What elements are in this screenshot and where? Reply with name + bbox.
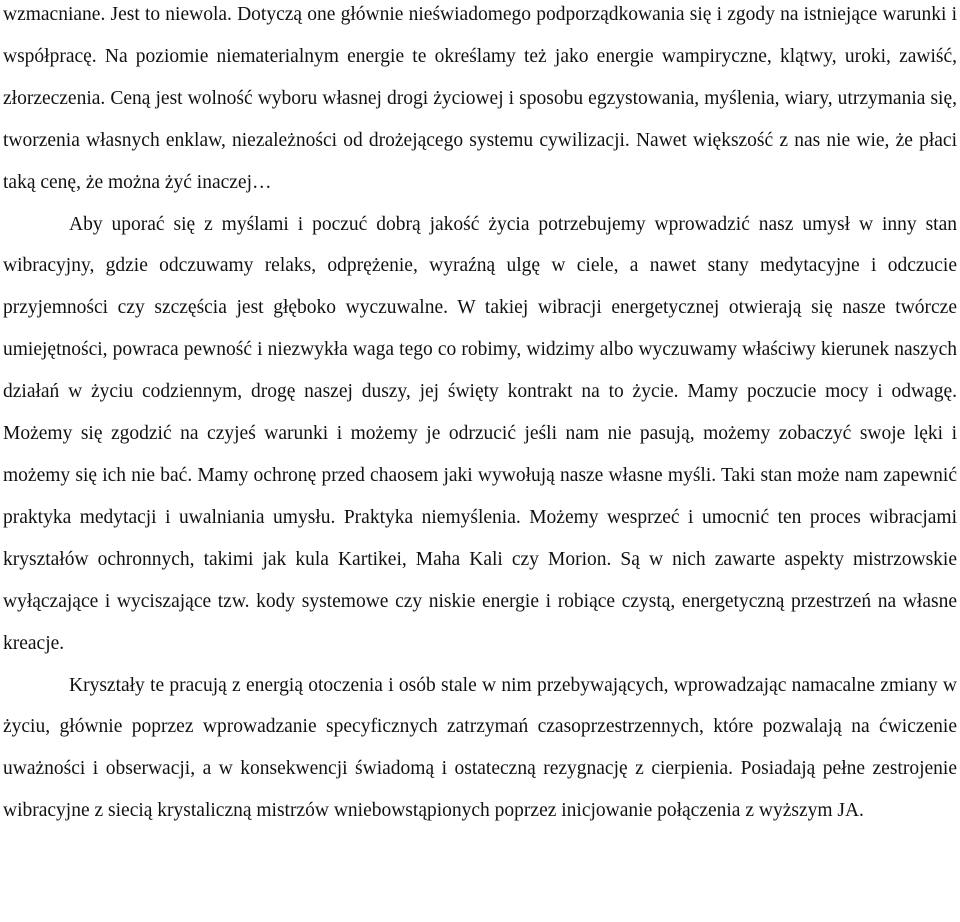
paragraph-3: Kryształy te pracują z energią otoczenia i osób stale w nim przebywających, wprowadzając namacalne zmiany w życiu, głównie poprzez wprowadzanie specyficznych zatrzymań czasoprzestrzennych, które pozwalają na ćwiczenie uważności i obserwacji, a w konsekwencji świadomą i ostateczną rezygnację z cierpienia. Posiadają pełne zestrojenie wibracyjne z siecią krystaliczną mistrzów wniebowstąpionych poprzez inicjowanie połączenia z wyższym JA. [3, 674, 957, 822]
paragraph-2: Aby uporać się z myślami i poczuć dobrą jakość życia potrzebujemy wprowadzić nasz umysł w inny stan wibracyjny, gdzie odczuwamy relaks, odprężenie, wyraźną ulgę w ciele, a nawet stany medytacyjne i odczucie przyjemności czy szczęścia jest głęboko wyczuwalne. W takiej wibracji energetycznej otwierają się nasze twórcze umiejętności, powraca pewność i niezwykła waga tego co robimy, widzimy albo wyczuwamy właściwy kierunek naszych działań w życiu codziennym, drogę naszej duszy, jej święty kontrakt na to życie. Mamy poczucie mocy i odwagę. Możemy się zgodzić na czyjeś warunki i możemy je odrzucić jeśli nam nie pasują, możemy zobaczyć swoje lęki i możemy się ich nie bać. Mamy ochronę przed chaosem jaki wywołują nasze własne myśli. Taki stan może nam zapewnić praktyka medytacji i uwalniania umysłu. Praktyka niemyślenia. Możemy wesprzeć i umocnić ten proces wibracjami kryształów ochronnych, takimi jak kula Kartikei, Maha Kali czy Morion. Są w nich zawarte aspekty mistrzowskie wyłączające i wyciszające tzw. kody systemowe czy niskie energie i robiące czystą, energetyczną przestrzeń na własne kreacje. [3, 213, 957, 654]
paragraph-1: wzmacniane. Jest to niewola. Dotyczą one głównie nieświadomego podporządkowania się i zgody na istniejące warunki i współpracę. Na poziomie niematerialnym energie te określamy też jako energie wampiryczne, klątwy, uroki, zawiść, złorzeczenia. Ceną jest wolność wyboru własnej drogi życiowej i sposobu egzystowania, myślenia, wiary, utrzymania się, tworzenia własnych enklaw, niezależności od drożejącego systemu cywilizacji. Nawet większość z nas nie wie, że płaci taką cenę, że można żyć inaczej… [3, 4, 957, 193]
